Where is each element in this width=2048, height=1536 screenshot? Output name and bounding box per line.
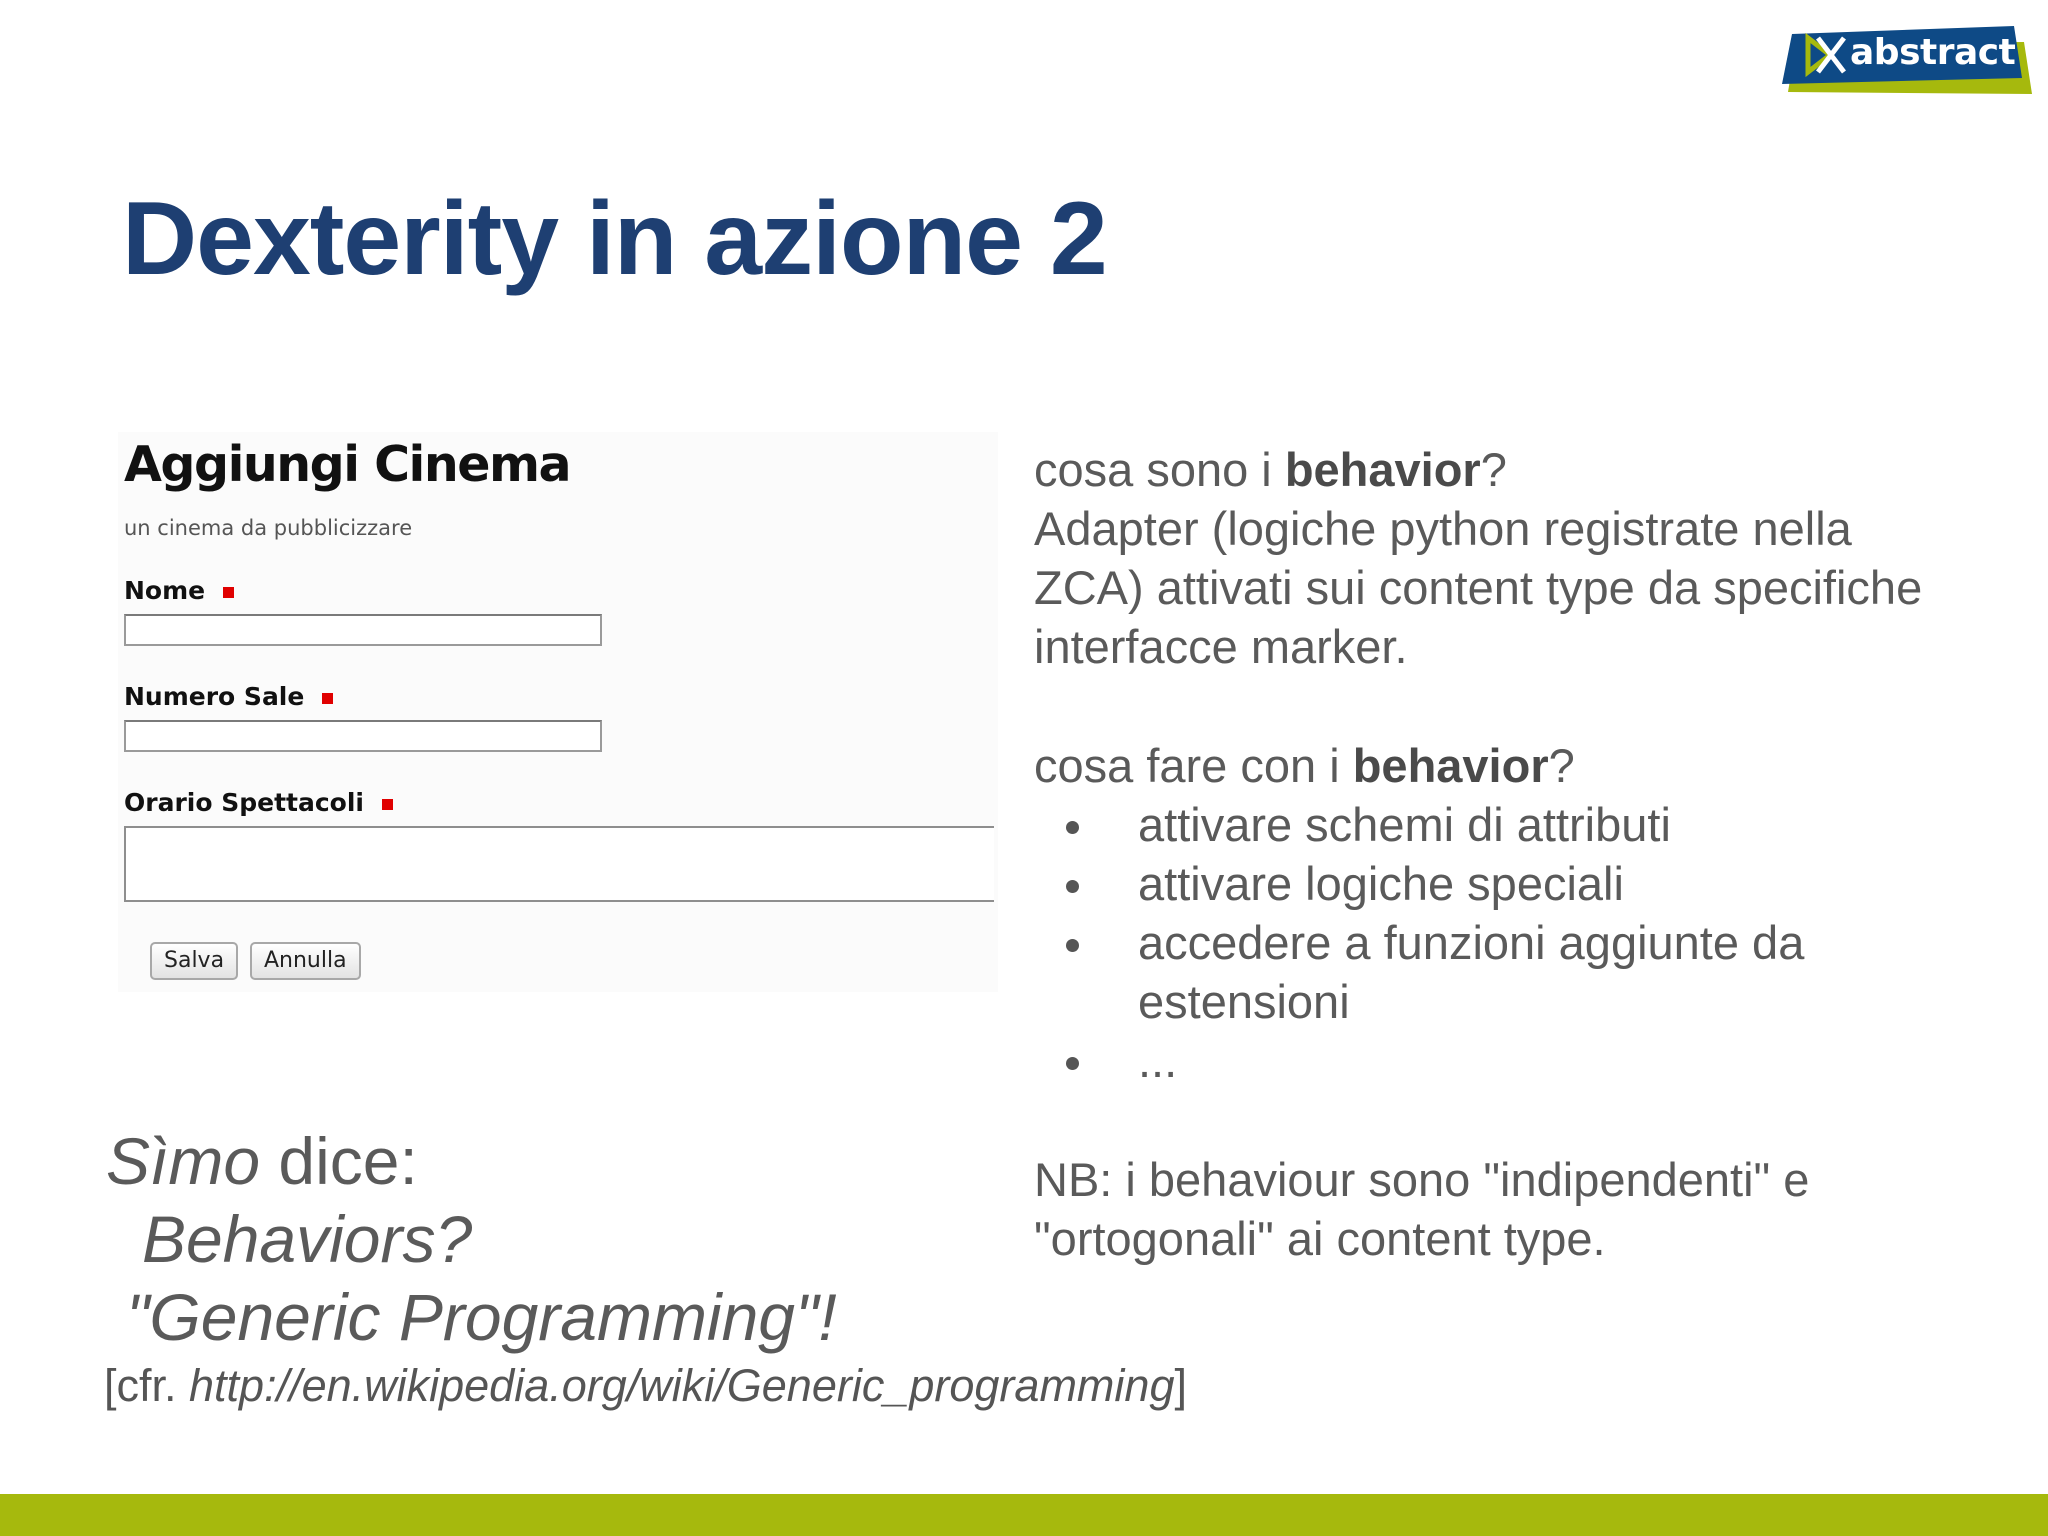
orario-spettacoli-textarea[interactable] — [124, 826, 994, 902]
numero-sale-input[interactable] — [124, 720, 602, 752]
list-item: attivare logiche speciali — [1034, 854, 1974, 913]
question-how: cosa fare con i behavior? — [1034, 739, 1575, 792]
quote-line-3: "Generic Programming"! — [126, 1280, 837, 1354]
list-item: ... — [1034, 1031, 1974, 1090]
field-label-numero-sale — [124, 682, 333, 711]
footer-bar — [0, 1494, 2048, 1536]
list-item: accedere a funzioni aggiunte da estensioni — [1034, 913, 1974, 1031]
field-label-nome — [124, 576, 234, 605]
nb-note: NB: i behaviour sono "indipendenti" e "ortogonali" ai content type. — [1034, 1153, 1810, 1265]
cfr-reference: [cfr. http://en.wikipedia.org/wiki/Generic_programming] — [104, 1360, 1187, 1411]
logo-text: abstract — [1850, 32, 2016, 73]
slide-title: Dexterity in azione 2 — [122, 181, 1107, 297]
required-marker-icon — [382, 799, 393, 810]
question-what: cosa sono i behavior? — [1034, 443, 1507, 496]
form-title: Aggiungi Cinema — [124, 436, 571, 493]
uses-list — [1034, 795, 1974, 1090]
quote-line-1: Sìmo dice: — [106, 1124, 418, 1198]
list-item: attivare schemi di attributi — [1034, 795, 1974, 854]
save-button[interactable]: Salva — [150, 942, 238, 980]
required-marker-icon — [322, 693, 333, 704]
form-description: un cinema da pubblicizzare — [124, 516, 413, 540]
field-label-orario-spettacoli — [124, 788, 393, 817]
field-label-text: Orario Spettacoli — [124, 788, 364, 817]
quote — [104, 1122, 837, 1356]
field-label-text: Numero Sale — [124, 682, 305, 711]
wikipedia-link[interactable]: http://en.wikipedia.org/wiki/Generic_programming — [189, 1360, 1175, 1411]
field-label-text: Nome — [124, 576, 206, 605]
answer-what: Adapter (logiche python registrate nella ZCA) attivati sui content type da specifiche interfacce marker. — [1034, 502, 1923, 673]
quote-author: Sìmo — [106, 1124, 261, 1198]
behavior-text — [1034, 440, 1974, 1268]
quote-line-2: Behaviors? — [142, 1202, 473, 1276]
required-marker-icon — [223, 587, 234, 598]
abstract-logo — [1782, 20, 2032, 104]
cancel-button[interactable]: Annulla — [250, 942, 361, 980]
nome-input[interactable] — [124, 614, 602, 646]
form-screenshot — [118, 432, 998, 992]
